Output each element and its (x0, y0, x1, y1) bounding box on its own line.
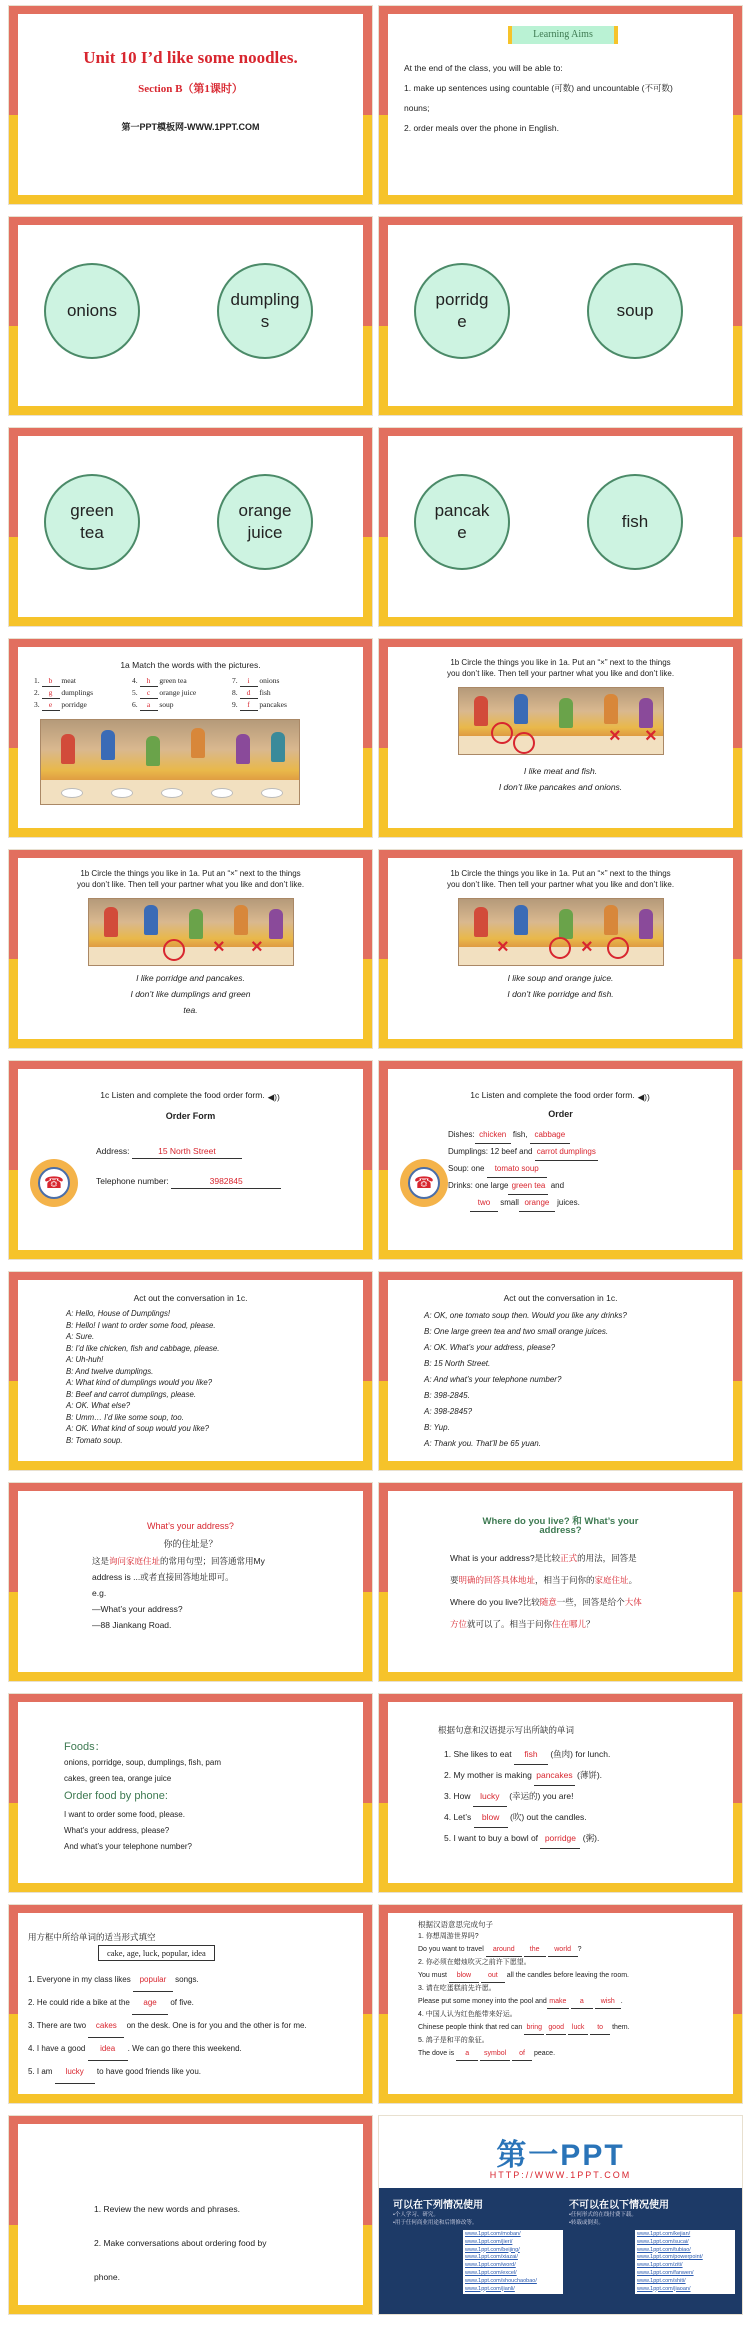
exercise-items (418, 1931, 630, 2061)
exercise-prompt: 5. 鸽子是和平的象征。 (418, 2037, 489, 2044)
answer-line-3: tea. (183, 1005, 198, 1015)
slide-1c-form-b[interactable] (378, 1060, 743, 1260)
word-circle-pancake[interactable]: pancak e (414, 474, 510, 570)
dialogue-line: A: Thank you. That’ll be 65 yuan. (424, 1439, 541, 1448)
note-line: —88 Jiankang Road. (92, 1620, 172, 1630)
slide-subtitle: Section B（第1课时） (138, 83, 243, 95)
answer-line-2: I don’t like dumplings and green (130, 989, 251, 999)
order-form-heading: Order Form (165, 1111, 216, 1121)
allowed-desc: •个人学习、研究。 (393, 2212, 439, 2218)
slide-title[interactable] (8, 5, 373, 205)
exercise-title: 1a Match the words with the pictures. (120, 660, 261, 670)
dialogue-line: A: 398-2845? (424, 1407, 473, 1416)
allowed-desc-2: •用于任何商业用途和后期修改等。 (393, 2220, 478, 2226)
foods-heading: Foods： (64, 1741, 106, 1753)
slide-address-note[interactable] (8, 1482, 373, 1682)
resource-link[interactable]: www.1ppt.com/excel/ (465, 2269, 517, 2276)
instruction-line-1: 1b Circle the things you like in 1a. Put an “×” next to the things (80, 869, 301, 878)
exercise-title: 根据汉语意思完成句子 (418, 1920, 493, 1929)
dialogue-line: A: OK. What kind of soup would you like? (66, 1424, 210, 1433)
phone-icon: ☎ (30, 1159, 78, 1207)
match-col-1 (34, 675, 93, 711)
exercise-item: 3. There are two cakes on the desk. One is for you and the other is for me. (28, 2015, 307, 2038)
food-party-illustration: × × (458, 687, 664, 755)
word-circle-onions[interactable]: onions (44, 263, 140, 359)
food-party-illustration: × × (458, 898, 664, 966)
slide-1b-a[interactable] (378, 638, 743, 838)
slide-word-forms[interactable] (8, 1904, 373, 2104)
note-line: 方位就可以了。相当于问你住在哪儿？ (450, 1619, 595, 1629)
match-item: 7. i onions (232, 676, 280, 685)
slide-1b-c[interactable] (378, 849, 743, 1049)
exercise-item: 3. How lucky (幸运的) you are! (444, 1786, 610, 1807)
order-heading: Order food by phone: (64, 1790, 168, 1802)
exercise-answer: The dove is a symbol of peace. (418, 2048, 630, 2062)
forbidden-title: 不可以在以下情况使用 (569, 2200, 669, 2211)
resource-link[interactable]: www.1ppt.com/beijing/ (465, 2246, 520, 2253)
site-label: 第一PPT模板网-WWW.1PPT.COM (121, 122, 260, 132)
link-list-right (635, 2230, 735, 2294)
exercise-answer: Do you want to travel around the world ? (418, 1944, 630, 1958)
exercise-item: 4. I have a good idea . We can go there this weekend. (28, 2038, 307, 2061)
answer-line-1: I like meat and fish. (523, 766, 598, 776)
note-question-1: Where do you live? 和 What’s your (482, 1516, 639, 1527)
speaker-icon[interactable]: ◀)) (267, 1091, 280, 1102)
aim-2: 2. order meals over the phone in English. (404, 123, 559, 133)
exercise-items (444, 1744, 610, 1849)
order-line-2: What’s your address, please? (64, 1826, 170, 1835)
dialogue-line: B: 398-2845. (424, 1391, 470, 1400)
match-col-2 (132, 675, 196, 711)
resource-link[interactable]: www.1ppt.com/jieri/ (465, 2238, 513, 2245)
slide-1c-form-a[interactable] (8, 1060, 373, 1260)
resource-link[interactable]: www.1ppt.com/ziti/ (637, 2262, 683, 2269)
instruction-line-1: 1b Circle the things you like in 1a. Put an “×” next to the things (450, 658, 671, 667)
resource-link[interactable]: www.1ppt.com/xiazai/ (465, 2254, 518, 2261)
exercise-item: 2. My mother is making pancakes (薄饼). (444, 1765, 610, 1786)
exercise-prompt: 3. 请在吃蛋糕前先许愿。 (418, 1985, 496, 1992)
exercise-title: 用方框中所给单词的适当形式填空 (28, 1932, 156, 1942)
exercise-item: 4. Let’s blow (吹) out the candles. (444, 1807, 610, 1828)
instruction-line-2: you don’t like. Then tell your partner what you like and don’t like. (446, 880, 675, 889)
word-circle-orange-juice[interactable]: orange juice (217, 474, 313, 570)
address-row: Address: 15 North Street (96, 1145, 242, 1159)
exercise-title: 1c Listen and complete the food order form. ◀)) (100, 1090, 280, 1102)
order-line-1: I want to order some food, please. (64, 1810, 185, 1819)
match-item: 3. e porridge (34, 700, 87, 709)
resource-link[interactable]: www.1ppt.com/shouchaobao/ (465, 2277, 537, 2284)
answer-line-1: I like soup and orange juice. (507, 973, 614, 983)
dialogue-line: A: What kind of dumplings would you like? (66, 1378, 213, 1387)
instruction-line-1: 1b Circle the things you like in 1a. Put an “×” next to the things (450, 869, 671, 878)
slide-words-2[interactable] (378, 216, 743, 416)
slide-learning-aims[interactable] (378, 5, 743, 205)
juices-row: two small orange juices. (448, 1195, 598, 1212)
order-heading: Order (548, 1109, 573, 1119)
dialogue-line: B: Umm… I’d like some soup, too. (66, 1412, 184, 1422)
exercise-prompt: 2. 你必须在蜡烛吹灭之前许下愿望。 (418, 1959, 531, 1966)
resource-link[interactable]: www.1ppt.com/sucai/ (637, 2238, 689, 2245)
slide-act-out-2[interactable] (378, 1271, 743, 1471)
order-line-3: And what’s your telephone number? (64, 1842, 192, 1851)
conversation (424, 1308, 627, 1452)
slide-where-live-note[interactable] (378, 1482, 743, 1682)
speaker-icon[interactable]: ◀)) (637, 1091, 650, 1102)
link-list-left (463, 2230, 563, 2294)
dumplings-row: Dumplings: 12 beef and carrot dumplings (448, 1144, 598, 1161)
foods-line-2: cakes, green tea, orange juice (64, 1774, 172, 1783)
answer-line-2: I don’t like pancakes and onions. (498, 782, 623, 792)
note-line: 要明确的回答具体地址，相当于问你的家庭住址。 (450, 1575, 638, 1585)
exercise-answer: You must blow out all the candles before leaving the room. (418, 1970, 630, 1984)
match-col-3 (232, 675, 287, 711)
exercise-title: 根据句意和汉语提示写出所缺的单词 (438, 1725, 575, 1735)
dialogue-line: B: Tomato soup. (66, 1435, 123, 1445)
note-line: e.g. (92, 1588, 107, 1598)
dialogue-line: B: Hello! I want to order some food, please. (66, 1320, 216, 1330)
resource-link[interactable]: www.1ppt.com/kejian/ (637, 2231, 691, 2237)
foods-line-1: onions, porridge, soup, dumplings, fish, pam (64, 1758, 221, 1767)
exercise-title: Act out the conversation in 1c. (503, 1293, 618, 1303)
exercise-item: 1. She likes to eat fish (鱼肉) for lunch. (444, 1744, 610, 1765)
slide-brand[interactable] (378, 2115, 743, 2315)
slide-fill-words[interactable] (378, 1693, 743, 1893)
homework-line-1: 1. Review the new words and phrases. (94, 2204, 240, 2214)
dialogue-line: A: Hello, House of Dumplings! (66, 1309, 171, 1318)
dialogue-line: B: Beef and carrot dumplings, please. (66, 1389, 197, 1399)
slide-homework[interactable] (8, 2115, 373, 2315)
order-lines (448, 1127, 598, 1212)
aim-1a: 1. make up sentences using countable (可数) and uncountable (不可数) (404, 83, 673, 93)
word-circle-fish[interactable]: fish (587, 474, 683, 570)
dialogue-line: A: And what’s your telephone number? (424, 1375, 562, 1384)
resource-link[interactable]: www.1ppt.com/jianli/ (465, 2285, 515, 2292)
exercise-item: 2. He could ride a bike at the age of five. (28, 1992, 307, 2015)
note-line: 这是询问家庭住址的常用句型；回答通常用My (92, 1556, 265, 1566)
match-item: 4. h green tea (132, 676, 187, 685)
slide-words-4[interactable] (378, 427, 743, 627)
resource-link[interactable]: www.1ppt.com/jiaoan/ (637, 2285, 691, 2292)
brand-logo: 第一PPT (496, 2139, 625, 2172)
instruction-line-2: you don’t like. Then tell your partner what you like and don’t like. (76, 880, 305, 889)
dialogue-line: B: And twelve dumplings. (66, 1366, 154, 1376)
exercise-prompt: 1. 你想周游世界吗? (418, 1933, 479, 1940)
exercise-prompt: 4. 中国人认为红色能带来好运。 (418, 2011, 517, 2018)
homework-line-2: 2. Make conversations about ordering food by (94, 2238, 267, 2248)
match-item: 8. d fish (232, 688, 271, 697)
instruction-line-2: you don’t like. Then tell your partner what you like and don’t like. (446, 669, 675, 678)
dialogue-line: A: OK. What else? (66, 1401, 131, 1410)
note-line: —What’s your address? (92, 1604, 183, 1614)
aims-intro: At the end of the class, you will be able to: (404, 63, 563, 73)
allowed-title: 可以在下列情况使用 (393, 2200, 483, 2211)
food-party-illustration: × × (88, 898, 294, 966)
exercise-item: 1. Everyone in my class likes popular songs. (28, 1969, 307, 1992)
dialogue-line: A: OK. What’s your address, please? (424, 1343, 556, 1352)
match-item: 1. b meat (34, 676, 76, 685)
exercise-answer: Please put some money into the pool and make a wish . (418, 1996, 630, 2010)
conversation (66, 1308, 219, 1446)
exercise-items (28, 1969, 307, 2084)
note-translation: 你的住址是？ (163, 1539, 218, 1549)
exercise-item: 5. I am lucky to have good friends like you. (28, 2061, 307, 2084)
slide-act-out-1[interactable] (8, 1271, 373, 1471)
phone-icon: ☎ (400, 1159, 448, 1207)
learning-aims-label: Learning Aims (533, 29, 593, 40)
soup-row: Soup: one tomato soup (448, 1161, 598, 1178)
resource-link[interactable]: www.1ppt.com/powerpoint/ (637, 2254, 703, 2261)
note-line: Where do you live?比较随意一些，回答是给个大体 (450, 1597, 642, 1607)
resource-link[interactable]: www.1ppt.com/tubiao/ (637, 2246, 691, 2253)
slide-words-3[interactable] (8, 427, 373, 627)
slide-main-title: Unit 10 I’d like some noodles. (83, 48, 298, 67)
dialogue-line: B: Yup. (424, 1423, 450, 1432)
homework-line-3: phone. (94, 2272, 120, 2282)
word-circle-soup[interactable]: soup (587, 263, 683, 359)
resource-link[interactable]: www.1ppt.com/fanwen/ (637, 2269, 694, 2276)
word-circle-green-tea[interactable]: green tea (44, 474, 140, 570)
match-item: 9. f pancakes (232, 700, 287, 709)
match-item: 5. c orange juice (132, 688, 197, 697)
note-body (92, 1553, 265, 1633)
answer-line-2: I don’t like porridge and fish. (507, 989, 614, 999)
note-line: What is your address?是比较正式的用法，回答是 (450, 1553, 637, 1563)
exercise-title: 1c Listen and complete the food order form. ◀)) (470, 1090, 650, 1102)
dialogue-line: A: Uh-huh! (66, 1355, 104, 1364)
exercise-item: 5. I want to buy a bowl of porridge (粥). (444, 1828, 610, 1849)
dialogue-line: B: I’d like chicken, fish and cabbage, please. (66, 1343, 220, 1353)
food-party-illustration (40, 719, 300, 805)
drinks-row: Drinks: one large green tea and (448, 1178, 598, 1195)
word-circle-porridge[interactable]: porridg e (414, 263, 510, 359)
slide-1b-b[interactable] (8, 849, 373, 1049)
note-line: address is ...或者直接回答地址即可。 (92, 1572, 234, 1582)
brand-url: HTTP://WWW.1PPT.COM (489, 2170, 632, 2180)
dialogue-line: B: 15 North Street. (424, 1359, 491, 1368)
exercise-title: Act out the conversation in 1c. (133, 1293, 248, 1303)
slide-summary[interactable] (8, 1693, 373, 1893)
match-item: 2. g dumplings (34, 688, 94, 697)
forbidden-desc: •任何形式的在线付费下载。 (569, 2212, 637, 2218)
telephone-row: Telephone number: 3982845 (96, 1175, 281, 1189)
dialogue-line: A: OK, one tomato soup then. Would you like any drinks? (424, 1311, 627, 1320)
slide-complete-sentences[interactable] (378, 1904, 743, 2104)
dialogue-line: B: One large green tea and two small orange juices. (424, 1327, 609, 1336)
resource-link[interactable]: www.1ppt.com/word/ (465, 2262, 516, 2269)
note-question-2: address? (539, 1525, 582, 1536)
slide-words-1[interactable] (8, 216, 373, 416)
answer-line-1: I like porridge and pancakes. (136, 973, 245, 983)
match-item: 6. a soup (132, 700, 174, 709)
word-box: cake, age, luck, popular, idea (98, 1945, 215, 1961)
word-circle-dumplings[interactable]: dumpling s (217, 263, 313, 359)
note-question: What’s your address? (147, 1521, 234, 1531)
note-body (450, 1547, 642, 1635)
forbidden-desc-2: •转载或倒卖。 (569, 2220, 604, 2226)
resource-link[interactable]: www.1ppt.com/shiti/ (637, 2277, 686, 2284)
slide-1a-match[interactable] (8, 638, 373, 838)
resource-link[interactable]: www.1ppt.com/moban/ (465, 2231, 521, 2237)
exercise-answer: Chinese people think that red can bring good luck to them. (418, 2022, 630, 2036)
dishes-row: Dishes: chicken fish, cabbage (448, 1127, 598, 1144)
dialogue-line: A: Sure. (66, 1332, 95, 1341)
aim-1b: nouns; (404, 103, 430, 113)
learning-aims-badge (508, 26, 618, 44)
